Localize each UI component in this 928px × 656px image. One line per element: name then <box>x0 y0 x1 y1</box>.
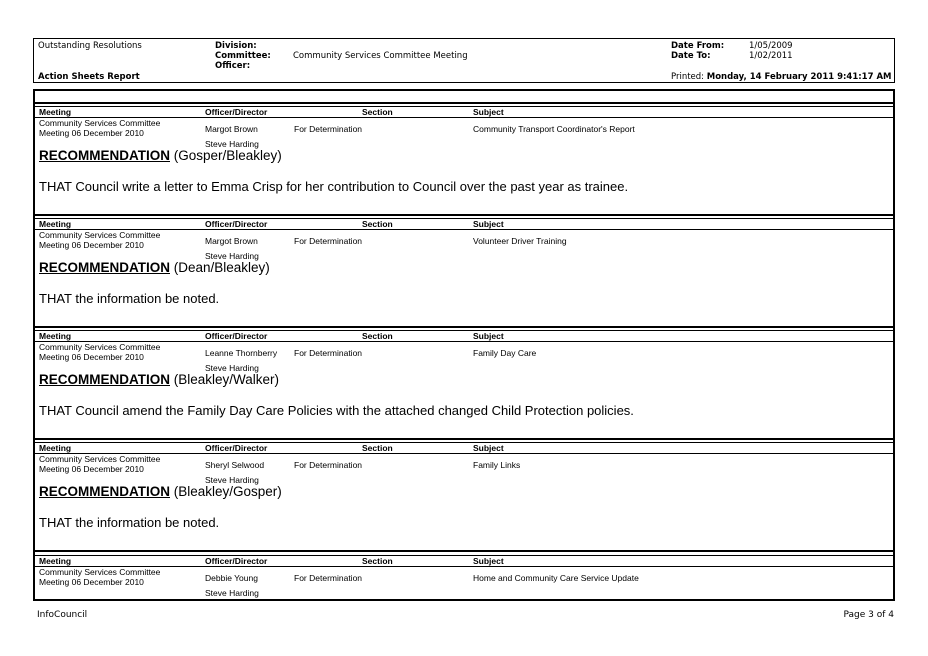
recommendation-heading: RECOMMENDATION (Bleakley/Gosper) <box>39 484 282 499</box>
section-cell: For Determination <box>294 124 363 134</box>
col-meeting: Meeting <box>39 107 72 117</box>
meeting-cell: Community Services Committee Meeting 06 December 2010 <box>39 567 161 587</box>
director-cell: Steve Harding <box>205 475 259 485</box>
officer-label: Officer: <box>215 61 251 71</box>
entry-separator <box>33 102 895 104</box>
date-from-label: Date From: <box>671 41 725 51</box>
meeting-cell: Community Services Committee Meeting 06 December 2010 <box>39 454 161 474</box>
director-cell: Steve Harding <box>205 251 259 261</box>
resolution-text: THAT the information be noted. <box>39 515 220 530</box>
column-header: Meeting Officer/Director Section Subject <box>35 555 893 567</box>
entry-separator <box>33 550 895 552</box>
resolution-text: THAT the information be noted. <box>39 291 220 306</box>
division-label: Division: <box>215 41 257 51</box>
subject-cell: Community Transport Coordinator's Report <box>473 124 635 134</box>
subject-cell: Volunteer Driver Training <box>473 236 567 246</box>
officer-cell: Leanne Thornberry <box>205 348 278 358</box>
page-number: Page 3 of 4 <box>843 610 894 620</box>
entry-separator <box>33 438 895 440</box>
resolution-text: THAT Council amend the Family Day Care Policies with the attached changed Child Protection policies. <box>39 403 634 418</box>
section-cell: For Determination <box>294 236 363 246</box>
director-cell: Steve Harding <box>205 588 259 598</box>
officer-cell: Margot Brown <box>205 124 258 134</box>
printed-value: Monday, 14 February 2011 9:41:17 AM <box>706 72 892 82</box>
section-cell: For Determination <box>294 573 363 583</box>
meeting-cell: Community Services Committee Meeting 06 December 2010 <box>39 342 161 362</box>
officer-cell: Margot Brown <box>205 236 258 246</box>
director-cell: Steve Harding <box>205 139 259 149</box>
report-header <box>33 38 895 83</box>
meeting-cell: Community Services Committee Meeting 06 December 2010 <box>39 118 161 138</box>
resolution-text: THAT Council write a letter to Emma Crisp for her contribution to Council over the past year as trainee. <box>39 179 629 194</box>
date-from-value: 1/05/2009 <box>749 41 793 51</box>
report-title: Action Sheets Report <box>38 72 140 82</box>
committee-label: Committee: <box>215 51 271 61</box>
recommendation-heading: RECOMMENDATION (Gosper/Bleakley) <box>39 148 282 163</box>
col-section: Section <box>362 107 393 117</box>
recommendation-heading: RECOMMENDATION (Bleakley/Walker) <box>39 372 280 387</box>
column-header: Meeting Officer/Director Section Subject <box>35 442 893 454</box>
footer-brand: InfoCouncil <box>37 610 88 620</box>
meeting-cell: Community Services Committee Meeting 06 December 2010 <box>39 230 161 250</box>
section-cell: For Determination <box>294 460 363 470</box>
col-officer: Officer/Director <box>205 107 268 117</box>
printed-label: Printed: <box>671 72 705 82</box>
date-to-label: Date To: <box>671 51 711 61</box>
org-title: Outstanding Resolutions <box>38 41 142 51</box>
col-subject: Subject <box>473 107 504 117</box>
committee-value: Community Services Committee Meeting <box>293 51 468 61</box>
column-header <box>35 106 893 118</box>
subject-cell: Family Links <box>473 460 521 470</box>
entry-separator <box>33 326 895 328</box>
date-to-value: 1/02/2011 <box>749 51 793 61</box>
director-cell: Steve Harding <box>205 363 259 373</box>
officer-cell: Debbie Young <box>205 573 258 583</box>
printed-line <box>671 72 891 82</box>
column-header: Meeting Officer/Director Section Subject <box>35 330 893 342</box>
subject-cell: Home and Community Care Service Update <box>473 573 639 583</box>
officer-cell: Sheryl Selwood <box>205 460 265 470</box>
recommendation-heading: RECOMMENDATION (Dean/Bleakley) <box>39 260 270 275</box>
section-cell: For Determination <box>294 348 363 358</box>
column-header: Meeting Officer/Director Section Subject <box>35 218 893 230</box>
entry-separator <box>33 214 895 216</box>
subject-cell: Family Day Care <box>473 348 537 358</box>
